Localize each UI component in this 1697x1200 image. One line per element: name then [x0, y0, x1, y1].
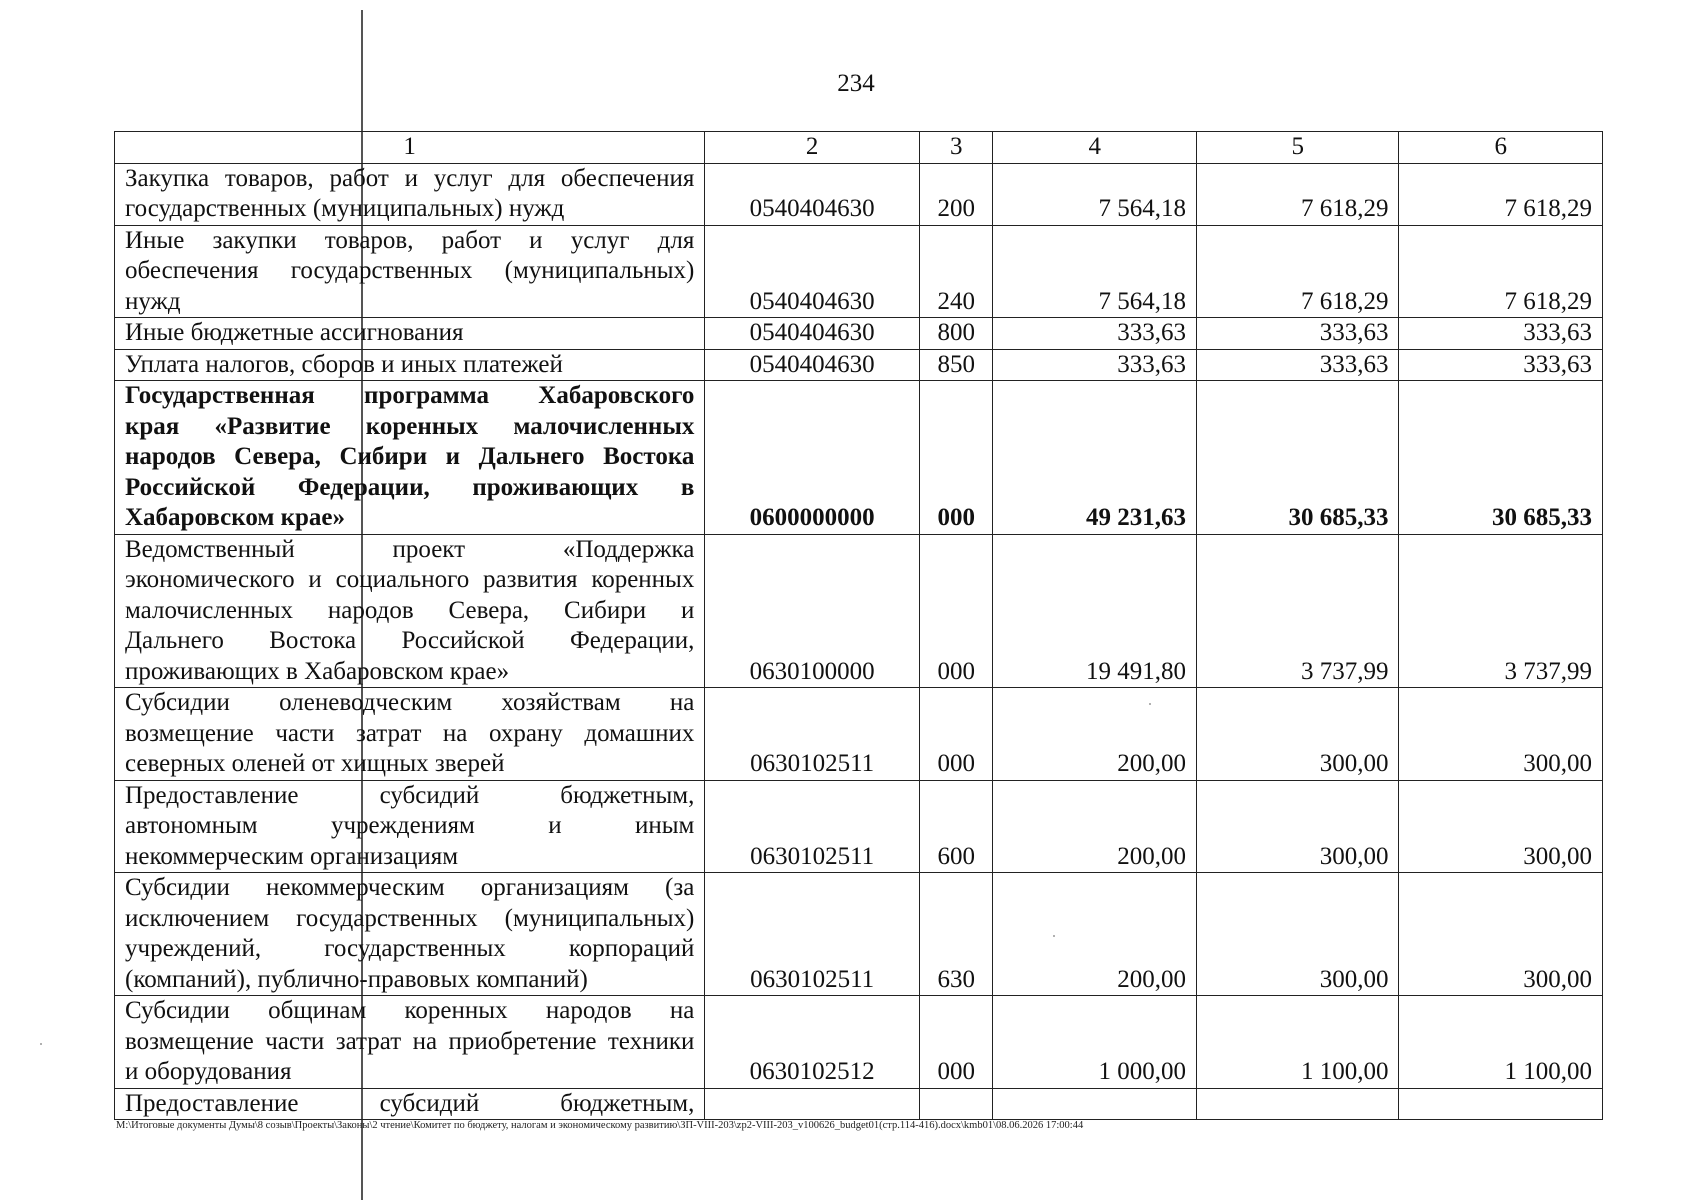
row-name-line: возмещение части затрат на приобретение техники: [125, 1027, 695, 1055]
target-code: 0600000000: [705, 381, 920, 535]
value-col-6: 30 685,33: [1399, 381, 1603, 535]
target-code: 0540404630: [705, 349, 920, 381]
header-col-5: 5: [1196, 132, 1398, 164]
row-name: [115, 225, 705, 318]
row-name-line: Хабаровском крае»: [125, 504, 346, 531]
row-name-line: государственных (муниципальных) нужд: [125, 195, 565, 222]
scan-speck: [1053, 935, 1055, 937]
value-col-6: 333,63: [1399, 349, 1603, 381]
header-col-6: 6: [1399, 132, 1603, 164]
row-name-line: некоммерческим организациям: [125, 842, 459, 870]
value-col-6: 7 618,29: [1399, 163, 1603, 225]
expense-type: 800: [919, 318, 993, 350]
row-name-line: Предоставление субсидий бюджетным,: [125, 1089, 695, 1117]
row-name-line: северных оленей от хищных зверей: [125, 750, 505, 777]
row-name-line: Субсидии общинам коренных народов на: [125, 997, 695, 1024]
table-row: [115, 534, 1603, 688]
target-code: 0630102512: [705, 996, 920, 1089]
value-col-4: 200,00: [993, 873, 1197, 996]
row-name-line: исключением государственных (муниципальных): [125, 904, 695, 932]
row-name-line: Субсидии оленеводческим хозяйствам на: [125, 689, 695, 716]
value-col-4: 1 000,00: [993, 996, 1197, 1089]
row-name-line: края «Развитие коренных малочисленных: [125, 412, 695, 440]
row-name: [115, 318, 705, 350]
expense-type: 600: [919, 780, 993, 873]
expense-type: [919, 1088, 993, 1120]
expense-type: 000: [919, 996, 993, 1089]
value-col-5: 333,63: [1196, 349, 1398, 381]
row-name-line: экономического и социального развития коренных: [125, 566, 695, 593]
table-row: [115, 318, 1603, 350]
row-name: [115, 1088, 705, 1120]
value-col-6: 300,00: [1399, 688, 1603, 781]
row-name-line: учреждений, государственных корпораций: [125, 935, 695, 962]
row-name-line: и оборудования: [125, 1058, 292, 1085]
budget-table: [114, 131, 1603, 1120]
row-name: [115, 873, 705, 996]
expense-type: 240: [919, 225, 993, 318]
target-code: 0540404630: [705, 318, 920, 350]
value-col-6: 333,63: [1399, 318, 1603, 350]
expense-type: 000: [919, 688, 993, 781]
value-col-4: 7 564,18: [993, 163, 1197, 225]
row-name-line: Предоставление субсидий бюджетным,: [125, 781, 695, 809]
row-name-line: Иные закупки товаров, работ и услуг для: [125, 226, 695, 254]
row-name-line: нужд: [125, 287, 181, 315]
value-col-5: 30 685,33: [1196, 381, 1398, 535]
row-name-line: Уплата налогов, сборов и иных платежей: [125, 350, 563, 378]
row-name: [115, 996, 705, 1089]
value-col-6: 300,00: [1399, 780, 1603, 873]
row-name-line: Государственная программа Хабаровского: [125, 382, 695, 409]
expense-type: 630: [919, 873, 993, 996]
row-name-line: Иные бюджетные ассигнования: [125, 319, 464, 346]
target-code: [705, 1088, 920, 1120]
row-name-line: проживающих в Хабаровском крае»: [125, 657, 510, 685]
value-col-6: 3 737,99: [1399, 534, 1603, 688]
value-col-4: 19 491,80: [993, 534, 1197, 688]
target-code: 0630100000: [705, 534, 920, 688]
value-col-6: 300,00: [1399, 873, 1603, 996]
value-col-4: 333,63: [993, 349, 1197, 381]
target-code: 0630102511: [705, 873, 920, 996]
value-col-4: 333,63: [993, 318, 1197, 350]
page-number: 234: [837, 70, 875, 97]
row-name-line: обеспечения государственных (муниципальных): [125, 257, 695, 284]
value-col-6: [1399, 1088, 1603, 1120]
header-col-1: 1: [115, 132, 705, 164]
row-name-line: возмещение части затрат на охрану домашних: [125, 719, 695, 747]
table-row: [115, 873, 1603, 996]
row-name-line: Закупка товаров, работ и услуг для обеспечения: [125, 164, 695, 192]
target-code: 0630102511: [705, 780, 920, 873]
row-name-line: Ведомственный проект «Поддержка: [125, 535, 695, 563]
value-col-6: 1 100,00: [1399, 996, 1603, 1089]
table-row: [115, 381, 1603, 535]
value-col-5: 7 618,29: [1196, 163, 1398, 225]
value-col-4: 200,00: [993, 688, 1197, 781]
value-col-5: 3 737,99: [1196, 534, 1398, 688]
value-col-4: 49 231,63: [993, 381, 1197, 535]
table-row: [115, 163, 1603, 225]
row-name-line: Дальнего Востока Российской Федерации,: [125, 627, 695, 654]
row-name-line: (компаний), публично-правовых компаний): [125, 965, 588, 993]
table-row: [115, 780, 1603, 873]
expense-type: 850: [919, 349, 993, 381]
target-code: 0630102511: [705, 688, 920, 781]
value-col-5: 7 618,29: [1196, 225, 1398, 318]
value-col-5: 333,63: [1196, 318, 1398, 350]
row-name: [115, 381, 705, 535]
header-col-2: 2: [705, 132, 920, 164]
value-col-4: 200,00: [993, 780, 1197, 873]
row-name-line: Российской Федерации, проживающих в: [125, 473, 695, 501]
header-col-3: 3: [919, 132, 993, 164]
value-col-5: [1196, 1088, 1398, 1120]
document-path-footer: M:\Итоговые документы Думы\8 созыв\Проекты\Законы\2 чтение\Комитет по бюджету, налогам и экономическому развитию\ЗП-VIII-203\zp2-VIII-203_v100626_budget01(стр.114-416).docx\kmb01\08.06.2026 17:00:44: [116, 1120, 1084, 1131]
value-col-4: [993, 1088, 1197, 1120]
expense-type: 000: [919, 381, 993, 535]
row-name-line: Субсидии некоммерческим организациям (за: [125, 874, 695, 901]
value-col-5: 1 100,00: [1196, 996, 1398, 1089]
target-code: 0540404630: [705, 225, 920, 318]
expense-type: 000: [919, 534, 993, 688]
table-row: [115, 996, 1603, 1089]
row-name: [115, 780, 705, 873]
row-name: [115, 163, 705, 225]
table-row: [115, 225, 1603, 318]
header-col-4: 4: [993, 132, 1197, 164]
row-name: [115, 349, 705, 381]
target-code: 0540404630: [705, 163, 920, 225]
row-name: [115, 688, 705, 781]
value-col-5: 300,00: [1196, 688, 1398, 781]
table-row: [115, 349, 1603, 381]
row-name-line: народов Севера, Сибири и Дальнего Востока: [125, 443, 695, 470]
expense-type: 200: [919, 163, 993, 225]
value-col-4: 7 564,18: [993, 225, 1197, 318]
row-name: [115, 534, 705, 688]
row-name-line: малочисленных народов Севера, Сибири и: [125, 596, 695, 624]
table-row: [115, 688, 1603, 781]
value-col-5: 300,00: [1196, 873, 1398, 996]
scan-speck: [1149, 703, 1151, 705]
scan-speck: [40, 1043, 42, 1045]
table-row: [115, 1088, 1603, 1120]
header-row: [115, 132, 1603, 164]
row-name-line: автономным учреждениям и иным: [125, 812, 695, 839]
value-col-5: 300,00: [1196, 780, 1398, 873]
value-col-6: 7 618,29: [1399, 225, 1603, 318]
